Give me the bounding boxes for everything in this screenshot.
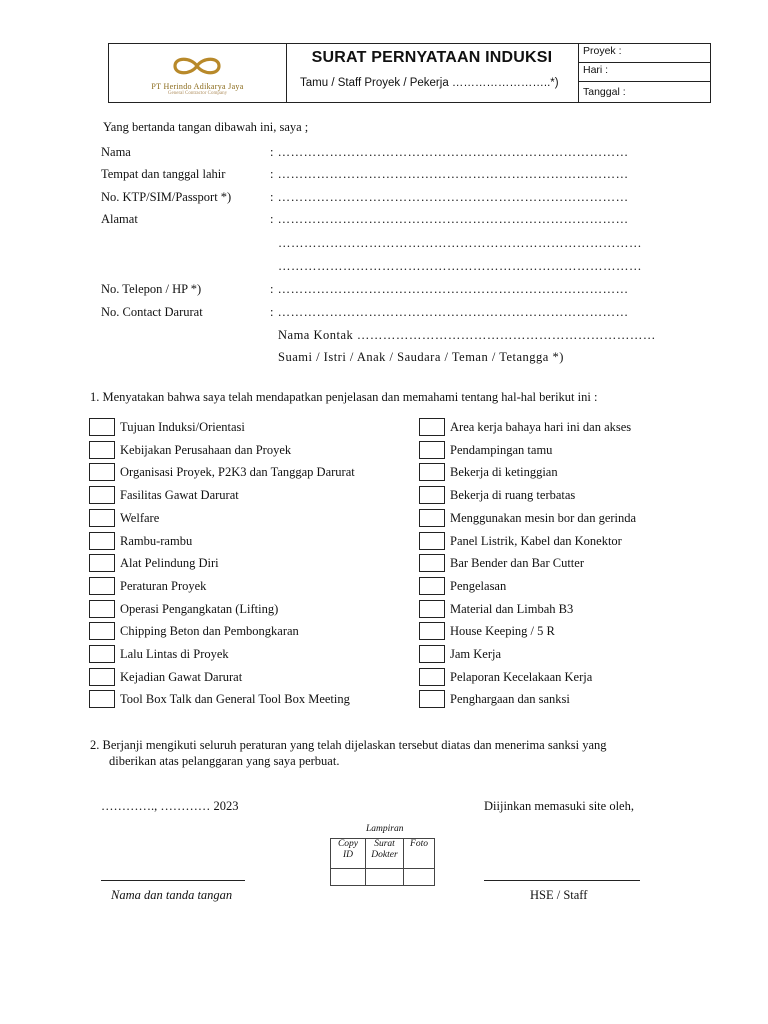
ttl-label: Tempat dan tanggal lahir [101, 167, 226, 181]
title-cell [286, 44, 579, 102]
checklist-label: Operasi Pengangkatan (Lifting) [120, 601, 279, 616]
checklist-label: Bekerja di ruang terbatas [450, 488, 576, 503]
date-line[interactable]: …………., ………… 2023 [101, 799, 239, 813]
lampiran-check-copy-id[interactable] [331, 869, 366, 886]
checklist-label: Penghargaan dan sanksi [450, 692, 570, 707]
sign-right-caption: HSE / Staff [530, 888, 588, 902]
checklist-label: Tool Box Talk dan General Tool Box Meeting [120, 692, 350, 707]
checkbox[interactable] [419, 554, 445, 572]
checkbox[interactable] [89, 463, 115, 481]
checkbox[interactable] [419, 622, 445, 640]
darurat-label: No. Contact Darurat [101, 305, 203, 319]
checkbox[interactable] [89, 622, 115, 640]
checklist-label: Rambu-rambu [120, 533, 193, 548]
signature-line-left[interactable] [101, 880, 245, 881]
hari-field[interactable]: Hari : [578, 63, 710, 82]
checklist-label: Organisasi Proyek, P2K3 dan Tanggap Darurat [120, 465, 355, 480]
checkbox[interactable] [89, 645, 115, 663]
checkbox[interactable] [419, 532, 445, 550]
checkbox[interactable] [419, 463, 445, 481]
lampiran-copy-id: Copy ID [331, 839, 366, 869]
checklist-label: Pelaporan Kecelakaan Kerja [450, 669, 593, 684]
checklist-label: Fasilitas Gawat Darurat [120, 488, 239, 503]
checklist-label: Alat Pelindung Diri [120, 556, 219, 571]
alamat-label: Alamat [101, 212, 138, 226]
permission-text: Diijinkan memasuki site oleh, [484, 799, 634, 813]
statement-2-line2: diberikan atas pelanggaran yang saya perbuat. [109, 754, 340, 768]
statement-1: 1. Menyatakan bahwa saya telah mendapatkan penjelasan dan memahami tentang hal-hal berikut ini : [90, 390, 598, 404]
signature-line-right[interactable] [484, 880, 640, 881]
checkbox[interactable] [89, 418, 115, 436]
checkbox[interactable] [419, 509, 445, 527]
checkbox[interactable] [419, 418, 445, 436]
company-logo-icon [169, 55, 225, 77]
telepon-label: No. Telepon / HP *) [101, 282, 202, 296]
checklist-label: Menggunakan mesin bor dan gerinda [450, 510, 637, 525]
alamat-field-line3[interactable]: ………………………………………………………………………… [278, 259, 642, 273]
checklist-label: Lalu Lintas di Proyek [120, 647, 229, 661]
lampiran-surat-dokter: Surat Dokter [366, 839, 404, 869]
lampiran-check-surat-dokter[interactable] [366, 869, 404, 886]
checklist-label: Bar Bender dan Bar Cutter [450, 556, 584, 571]
hubungan-options[interactable]: Suami / Istri / Anak / Saudara / Teman / Tetangga *) [278, 350, 564, 364]
form-title: SURAT PERNYATAAN INDUKSI [311, 49, 553, 66]
checkbox[interactable] [419, 645, 445, 663]
checklist-label: Peraturan Proyek [120, 578, 207, 593]
checkbox[interactable] [89, 441, 115, 459]
checkbox[interactable] [89, 509, 115, 527]
checkbox[interactable] [89, 668, 115, 686]
checkbox[interactable] [419, 690, 445, 708]
form-subtitle[interactable]: Tamu / Staff Proyek / Pekerja ……………………..*) [300, 77, 559, 89]
form-header [108, 43, 711, 103]
statement-2-line1: 2. Berjanji mengikuti seluruh peraturan yang telah dijelaskan tersebut diatas dan menerima sanksi yang [90, 738, 607, 752]
checkbox[interactable] [89, 554, 115, 572]
checkbox[interactable] [89, 577, 115, 595]
checklist-label: Panel Listrik, Kabel dan Konektor [450, 533, 622, 548]
checkbox[interactable] [419, 668, 445, 686]
checklist-label: Kejadian Gawat Darurat [120, 669, 243, 684]
checklist-label: Pengelasan [450, 578, 507, 593]
ttl-field[interactable]: : ……………………………………………………………………… [270, 167, 629, 181]
checkbox[interactable] [89, 486, 115, 504]
checkbox[interactable] [419, 441, 445, 459]
checklist-label: Welfare [120, 510, 160, 525]
checklist-label: Pendampingan tamu [450, 442, 553, 457]
intro-text: Yang bertanda tangan dibawah ini, saya ; [103, 120, 309, 134]
nama-kontak-field[interactable]: Nama Kontak …………………………………………………………… [278, 328, 656, 342]
company-tagline: General Contractor Company [167, 91, 228, 96]
alamat-field[interactable]: : ……………………………………………………………………… [270, 212, 629, 226]
checklist-label: Chipping Beton dan Pembongkaran [120, 624, 299, 639]
checklist-label: Bekerja di ketinggian [450, 465, 558, 480]
meta-cell [578, 44, 710, 102]
nama-label: Nama [101, 145, 131, 159]
checklist-label: House Keeping / 5 R [450, 624, 555, 639]
checklist-label: Tujuan Induksi/Orientasi [120, 420, 245, 434]
checklist-label: Area kerja bahaya hari ini dan akses [450, 420, 632, 434]
lampiran-foto: Foto [404, 839, 435, 869]
checkbox[interactable] [419, 486, 445, 504]
lampiran-check-foto[interactable] [404, 869, 435, 886]
tanggal-field[interactable]: Tanggal : [583, 86, 626, 98]
checklist-label: Kebijakan Perusahaan dan Proyek [120, 442, 292, 457]
sign-left-caption: Nama dan tanda tangan [111, 888, 233, 902]
checkbox[interactable] [419, 577, 445, 595]
checkbox[interactable] [89, 600, 115, 618]
proyek-field[interactable]: Proyek : [578, 44, 710, 63]
darurat-field[interactable]: : ……………………………………………………………………… [270, 305, 629, 319]
company-name: PT Herindo Adikarya Jaya [151, 82, 244, 91]
checkbox[interactable] [419, 600, 445, 618]
checklist-label: Material dan Limbah B3 [450, 601, 574, 616]
nama-field[interactable]: : ……………………………………………………………………… [270, 145, 629, 159]
telepon-field[interactable]: : ……………………………………………………………………… [270, 282, 629, 296]
lampiran-title: Lampiran [366, 824, 404, 834]
checklist-label: Jam Kerja [450, 647, 502, 661]
company-logo-cell [109, 44, 287, 102]
ktp-label: No. KTP/SIM/Passport *) [101, 190, 232, 204]
checkbox[interactable] [89, 532, 115, 550]
lampiran-table [330, 838, 435, 886]
checkbox[interactable] [89, 690, 115, 708]
ktp-field[interactable]: : ……………………………………………………………………… [270, 190, 629, 204]
alamat-field-line2[interactable]: ………………………………………………………………………… [278, 236, 642, 250]
